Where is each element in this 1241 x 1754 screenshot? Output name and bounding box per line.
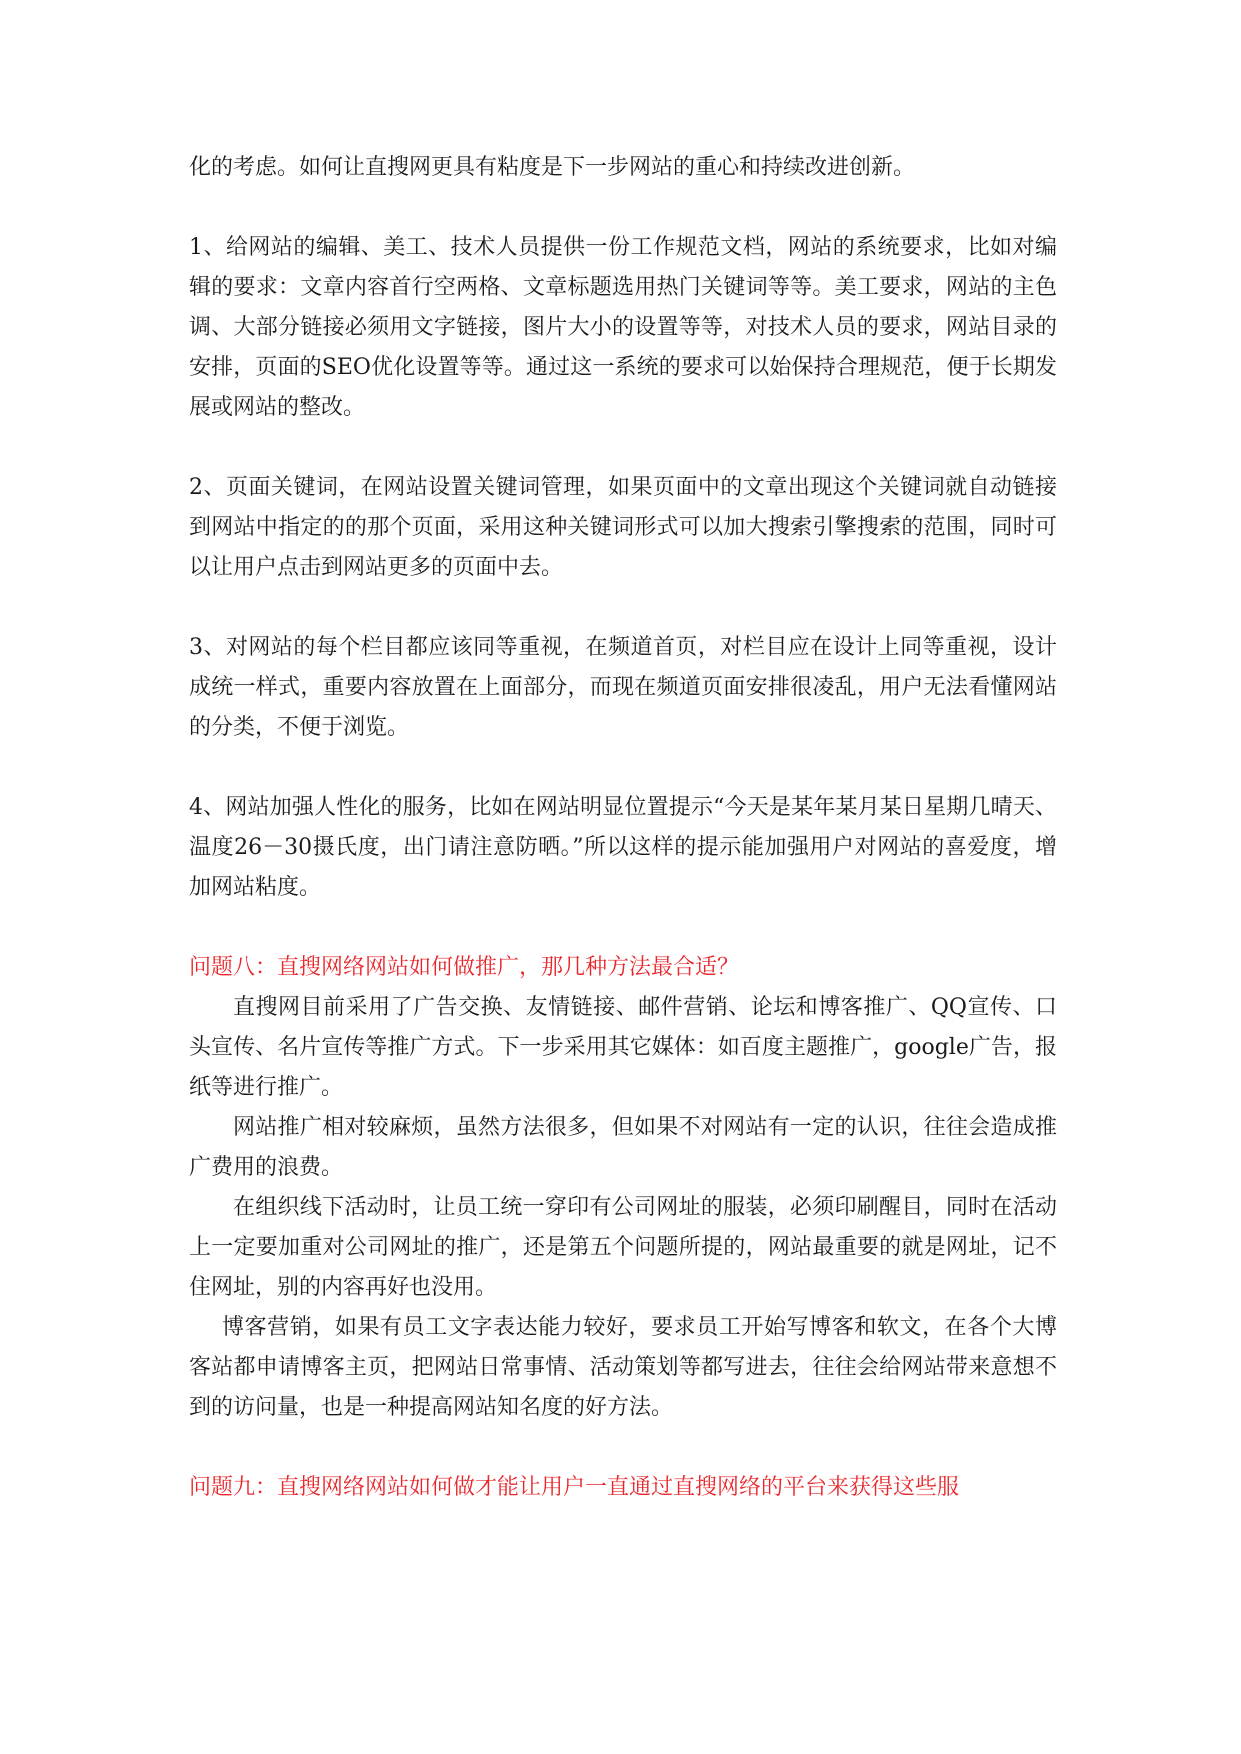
spacer: [189, 1428, 1057, 1468]
spacer: [189, 748, 1057, 788]
spacer: [189, 428, 1057, 468]
spacer: [189, 588, 1057, 628]
spacer: [189, 188, 1057, 228]
question-9-heading: 问题九：直搜网络网站如何做才能让用户一直通过直搜网络的平台来获得这些服: [189, 1475, 960, 1500]
answer-8-paragraph-4: 博客营销，如果有员工文字表达能力较好，要求员工开始写博客和软文，在各个大博客站都申请博客主页，把网站日常事情、活动策划等都写进去，往往会给网站带来意想不到的访问量，也是一种提高网站知名度的好方法。: [189, 1315, 1057, 1420]
answer-8-paragraph-3: 在组织线下活动时，让员工统一穿印有公司网址的服装，必须印刷醒目，同时在活动上一定要加重对公司网址的推广，还是第五个问题所提的，网站最重要的就是网址，记不住网址，别的内容再好也没用。: [189, 1195, 1057, 1300]
point-1-paragraph: 1、给网站的编辑、美工、技术人员提供一份工作规范文档，网站的系统要求，比如对编辑的要求：文章内容首行空两格、文章标题选用热门关键词等等。美工要求，网站的主色调、大部分链接必须用文字链接，图片大小的设置等等，对技术人员的要求，网站目录的安排，页面的SEO优化设置等等。通过这一系统的要求可以始保持合理规范，便于长期发展或网站的整改。: [189, 235, 1057, 420]
point-3-paragraph: 3、对网站的每个栏目都应该同等重视，在频道首页，对栏目应在设计上同等重视，设计成统一样式，重要内容放置在上面部分，而现在频道页面安排很凌乱，用户无法看懂网站的分类，不便于浏览。: [189, 635, 1057, 740]
spacer: [189, 908, 1057, 948]
point-2-paragraph: 2、页面关键词，在网站设置关键词管理，如果页面中的文章出现这个关键词就自动链接到网站中指定的的那个页面，采用这种关键词形式可以加大搜索引擎搜索的范围，同时可以让用户点击到网站更多的页面中去。: [189, 475, 1057, 580]
answer-8-paragraph-1: 直搜网目前采用了广告交换、友情链接、邮件营销、论坛和博客推广、QQ宣传、口头宣传、名片宣传等推广方式。下一步采用其它媒体：如百度主题推广，google广告，报纸等进行推广。: [189, 995, 1057, 1100]
document-page: [189, 148, 1057, 1508]
intro-paragraph: 化的考虑。如何让直搜网更具有粘度是下一步网站的重心和持续改进创新。: [189, 155, 916, 180]
point-4-paragraph: 4、网站加强人性化的服务，比如在网站明显位置提示“今天是某年某月某日星期几晴天、温度26－30摄氏度，出门请注意防晒。”所以这样的提示能加强用户对网站的喜爱度，增加网站粘度。: [189, 795, 1057, 900]
answer-8-paragraph-2: 网站推广相对较麻烦，虽然方法很多，但如果不对网站有一定的认识，往往会造成推广费用的浪费。: [189, 1115, 1057, 1180]
question-8-heading: 问题八：直搜网络网站如何做推广，那几种方法最合适？: [189, 955, 740, 980]
